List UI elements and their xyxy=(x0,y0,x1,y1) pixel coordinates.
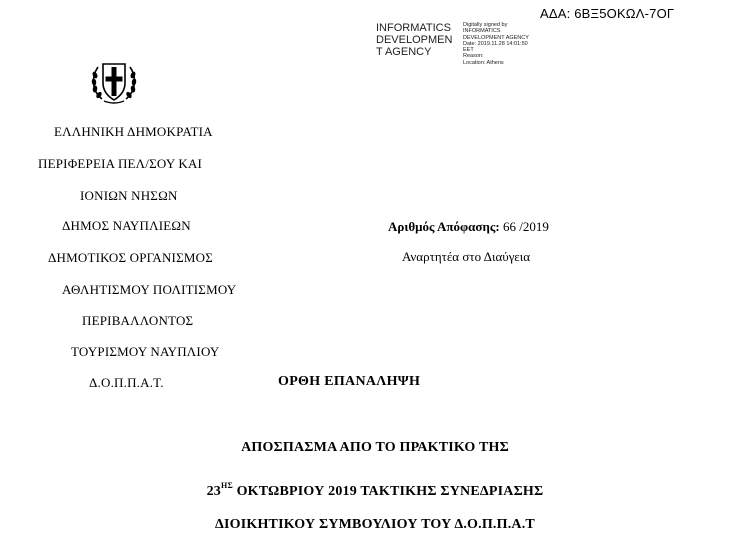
header-line-republic: ΕΛΛΗΝΙΚΗ ΔΗΜΟΚΡΑΤΙΑ xyxy=(54,124,213,139)
signature-detail-line: Reason: xyxy=(463,53,484,60)
header-line-environment: ΠΕΡΙΒΑΛΛΟΝΤΟΣ xyxy=(82,313,194,328)
decision-number-value: 66 /2019 xyxy=(499,219,549,234)
session-day-suffix: ΗΣ xyxy=(221,481,233,490)
header-line-sports-culture: ΑΘΛΗΤΙΣΜΟΥ ΠΟΛΙΤΙΣΜΟΥ xyxy=(62,282,237,297)
digital-signer-name xyxy=(376,22,462,58)
header-line-acronym: Δ.Ο.Π.Π.Α.Τ. xyxy=(89,375,164,390)
digital-signature-details xyxy=(463,22,529,66)
board-heading: ΔΙΟΙΚΗΤΙΚΟΥ ΣΥΜΒΟΥΛΙΟΥ ΤΟΥ Δ.Ο.Π.Π.Α.Τ xyxy=(215,517,535,532)
coat-of-arms-icon xyxy=(88,55,140,107)
ada-code: ΑΔΑ: 6ΒΞ5ΟΚΩΛ-7ΟΓ xyxy=(540,6,675,21)
header-line-municipality: ΔΗΜΟΣ ΝΑΥΠΛΙΕΩΝ xyxy=(62,218,191,233)
diavgeia-note: Αναρτητέα στο Διαύγεια xyxy=(402,249,531,264)
extract-heading: ΑΠΟΣΠΑΣΜΑ ΑΠΟ ΤΟ ΠΡΑΚΤΙΚΟ ΤΗΣ xyxy=(241,440,509,455)
header-line-region: ΠΕΡΙΦΕΡΕΙΑ ΠΕΛ/ΣΟΥ ΚΑΙ xyxy=(38,156,203,171)
correction-title: ΟΡΘΗ ΕΠΑΝΑΛΗΨΗ xyxy=(278,374,421,389)
signature-detail-line: INFORMATICS xyxy=(463,28,501,35)
signature-detail-line: Digitally signed by xyxy=(463,22,508,28)
session-date-rest: ΟΚΤΩΒΡΙΟΥ 2019 ΤΑΚΤΙΚΗΣ ΣΥΝΕΔΡΙΑΣΗΣ xyxy=(232,484,544,499)
header-line-tourism: ΤΟΥΡΙΣΜΟΥ ΝΑΥΠΛΙΟΥ xyxy=(71,344,220,359)
signature-detail-line: DEVELOPMENT AGENCY xyxy=(463,34,529,41)
header-line-organization: ΔΗΜΟΤΙΚΟΣ ΟΡΓΑΝΙΣΜΟΣ xyxy=(48,250,213,265)
session-day: 23 xyxy=(206,484,222,499)
header-line-islands: ΙΟΝΙΩΝ ΝΗΣΩΝ xyxy=(80,188,178,203)
signature-detail-line: Location: Athens xyxy=(463,59,504,66)
signer-name-line: INFORMATICS xyxy=(376,22,451,34)
session-heading xyxy=(0,481,750,500)
decision-number-label: Αριθμός Απόφασης: xyxy=(388,219,500,234)
signature-detail-line: EET xyxy=(463,47,474,54)
signer-name-line: T AGENCY xyxy=(376,46,432,58)
signer-name-line: DEVELOPMEN xyxy=(376,34,453,46)
decision-number xyxy=(388,219,549,235)
signature-detail-line: Date: 2019.11.28 14:01:50 xyxy=(463,40,528,47)
